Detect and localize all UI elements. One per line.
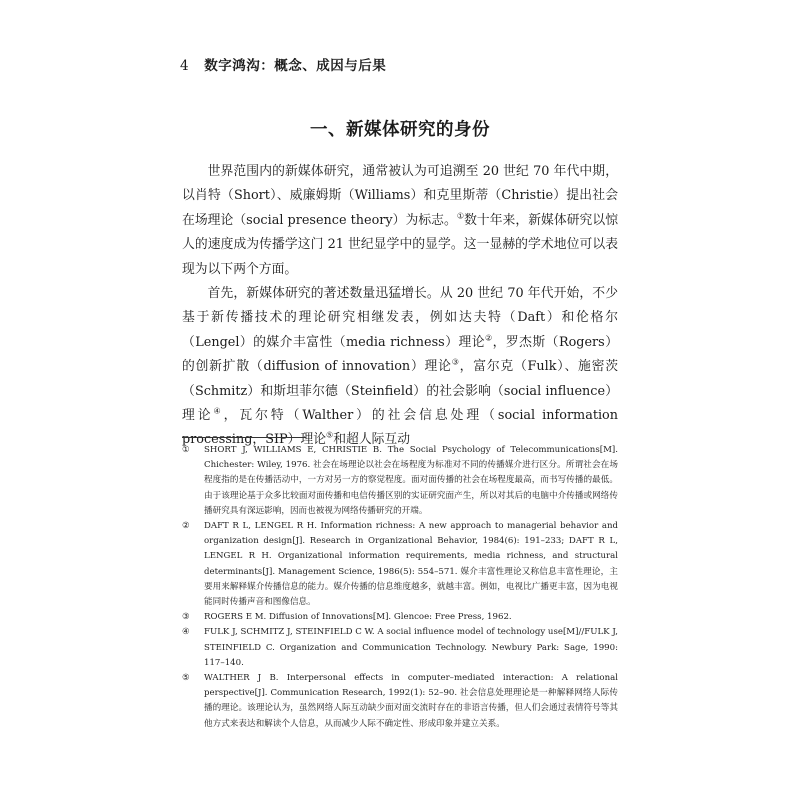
text-run: ，富尔克（Fulk）、施密茨（Schmitz）和斯坦菲尔德（Steinfield）的社会影响（social influence）理论 (182, 359, 619, 424)
page-number: 4 (180, 58, 190, 74)
footnote-item (182, 610, 618, 625)
footnote-ref[interactable]: ① (456, 211, 465, 221)
footnote-divider (182, 437, 306, 438)
footnotes (182, 443, 618, 732)
footnote-mark: ④ (182, 627, 190, 638)
footnote-ref[interactable]: ③ (451, 357, 460, 367)
footnote-text: FULK J, SCHMITZ J, STEINFIELD C W. A social influence model of technology use[M]//FULK J, STEINFIELD C. Organization and Communication Technology. Newbury Park: Sage, 1990: 117–140. (204, 627, 618, 668)
footnote-item (182, 519, 618, 610)
footnote-mark: ⑤ (182, 673, 190, 684)
footnote-text: SHORT J, WILLIAMS E, CHRISTIE B. The Social Psychology of Telecommunications[M]. Chichester: Wiley, 1976. 社会在场理论以社会在场程度为标准对不同的传播媒介进行区分。所谓社会在场程度指的是在传播活动中，一方对另一方的察觉程度。面对面传播的社会在场程度最高，而书写传播的最低。由于该理论基于众多比较面对面传播和电信传播区别的实证研究面产生，所以对其后的电脑中介传播或网络传播研究具有深远影响，因而也被视为网络传播研究的开端。 (204, 445, 618, 516)
footnote-ref[interactable]: ⑤ (326, 431, 334, 441)
running-head (180, 54, 386, 74)
footnote-item (182, 671, 618, 732)
text-run: 世界范围内的新媒体研究，通常被认为可追溯至 20 世纪 70 年代中期，以肖特（Short）、威廉姆斯（Williams）和克里斯蒂（Christie）提出社会在场理论（social presence theory）为标志。 (182, 164, 618, 228)
footnote-item (182, 443, 618, 519)
body-text (182, 160, 618, 453)
text-run: 数十年来，新媒体研究以惊人的速度成为传播学这门 21 世纪显学中的显学。这一显赫的学术地位可以表现为以下两个方面。 (182, 212, 619, 277)
footnote-ref[interactable]: ② (484, 333, 493, 343)
text-run: ，瓦尔特（Walther）的社会信息处理（social information processing，SIP）理论 (182, 408, 619, 448)
section-title: 一、新媒体研究的身份 (310, 120, 490, 140)
footnote-mark: ③ (182, 612, 190, 623)
text-run: ，罗杰斯（Rogers）的创新扩散（diffusion of innovation）理论 (182, 334, 618, 375)
footnote-item (182, 625, 618, 671)
text-run: 首先，新媒体研究的著述数量迅猛增长。从 20 世纪 70 年代开始，不少基于新传播技术的理论研究相继发表，例如达夫特（Daft）和伦格尔（Lengel）的媒介丰富性（media richness）理论 (182, 286, 618, 350)
footnote-text: WALTHER J B. Interpersonal effects in computer–mediated interaction: A relational perspective[J]. Communication Research, 1992(1): 52–90. 社会信息处理理论是一种解释网络人际传播的理论。该理论认为，虽然网络人际互动缺少面对面交流时存在的非语言传播，但人们会通过表情符号等其他方式来表达和解读个人信息，从而减少人际不确定性、形成印象并建立关系。 (204, 673, 618, 729)
text-run: 和超人际互动 (333, 432, 410, 448)
paragraph (182, 282, 618, 453)
footnote-mark: ② (182, 521, 190, 532)
footnote-text: ROGERS E M. Diffusion of Innovations[M]. Glencoe: Free Press, 1962. (204, 612, 512, 623)
paragraph (182, 160, 618, 282)
footnote-mark: ① (182, 445, 190, 455)
book-title: 数字鸿沟：概念、成因与后果 (204, 58, 387, 74)
footnote-ref[interactable]: ④ (213, 406, 224, 416)
footnote-text: DAFT R L, LENGEL R H. Information richness: A new approach to managerial behavior and organization design[J]. Research in Organizational Behavior, 1984(6): 191–233; DAFT R L, LENGEL R H. Organizational information requirements, media richness, and structural determinants[J]. Management Science, 1986(5): 554–571. 媒介丰富性理论又称信息丰富性理论，主要用来解释媒介传播信息的能力。媒介传播的信息维度越多，就越丰富。例如，电视比广播更丰富，因为电视能同时传播声音和图像信息。 (204, 521, 618, 608)
